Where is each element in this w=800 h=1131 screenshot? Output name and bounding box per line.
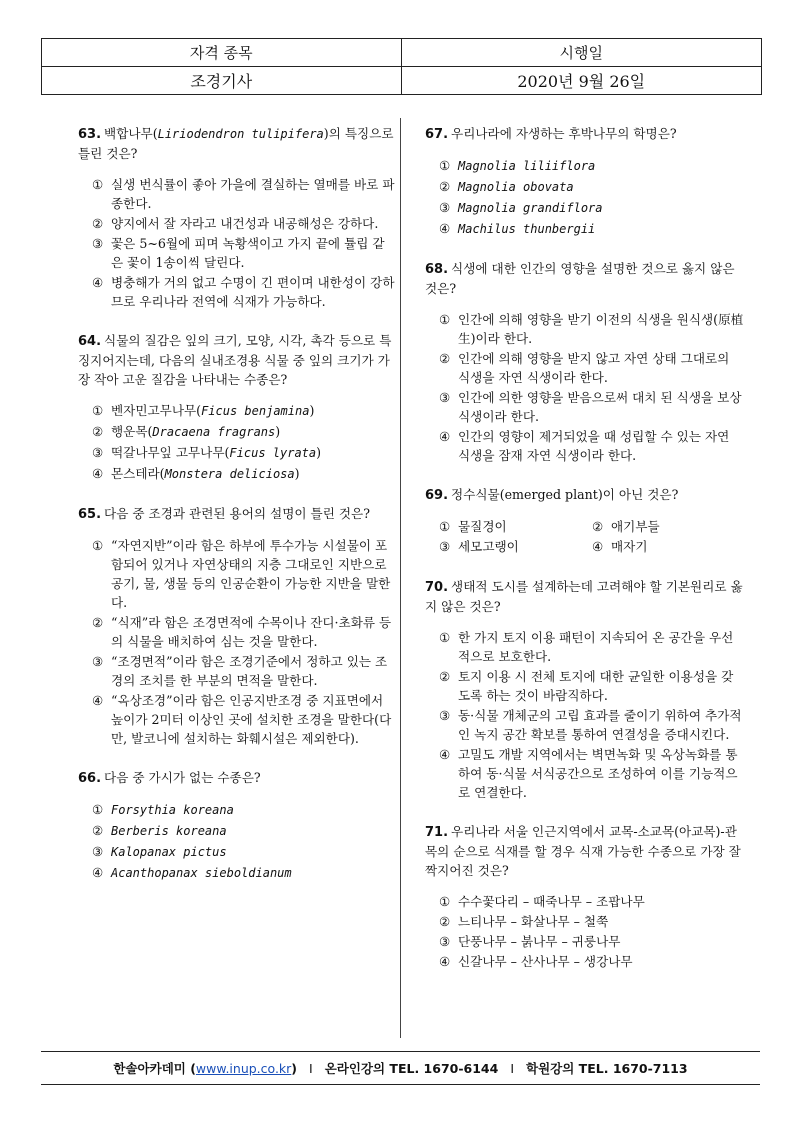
option-marker: ③ [439,390,451,405]
option-text: 한 가지 토지 이용 패턴이 지속되어 온 공간을 우선적으로 보호한다. [458,630,734,664]
left-column [78,124,396,903]
option-text: 인간에 의한 영향을 받음으로써 대치 된 식생을 보상 식생이라 한다. [458,390,742,424]
option-text: Acanthopanax sieboldianum [111,866,292,880]
option-marker: ③ [92,654,104,669]
option-text: Magnolia grandiflora [458,201,603,215]
footer-org: 한솔아카데미 ( [113,1061,196,1076]
option-text: 물질경이 [458,519,507,534]
option-marker: ② [439,351,451,366]
header-field-value: 조경기사 [42,67,402,95]
option-text: 행운목( [111,424,153,439]
option-1[interactable] [92,800,396,820]
option-text: 양지에서 잘 자라고 내건성과 내공해성은 강하다. [111,216,379,231]
option-marker: ④ [92,693,104,708]
option-2[interactable] [439,177,745,197]
option-text: Kalopanax pictus [111,845,227,859]
option-marker: ③ [92,445,104,460]
question-stem [78,331,396,389]
option-4[interactable] [439,427,745,465]
option-4[interactable] [592,537,745,556]
option-4[interactable] [439,745,745,802]
option-text: 동·식물 개체군의 고립 효과를 줄이기 위하여 추가적인 녹지 공간 확보를 통하여 연결성을 증대시킨다. [458,708,742,742]
option-text: “옥상조경”이라 함은 인공지반조경 중 지표면에서 높이가 2미터 이상인 곳에 설치한 조경을 말한다(다만, 발코니에 설치하는 화훼시설은 제외한다). [111,693,392,746]
scientific-name: Ficus benjamina [201,404,310,418]
option-marker: ② [439,179,451,194]
option-text: ) [275,424,281,439]
option-list [425,892,745,971]
option-2[interactable] [439,912,745,931]
option-4[interactable] [439,952,745,971]
option-3[interactable] [92,652,396,690]
question-70 [425,577,745,802]
stem-text: 정수식물(emerged plant)이 아닌 것은? [451,487,679,502]
option-marker: ④ [92,275,104,290]
scientific-name: Monstera deliciosa [164,467,295,481]
option-list [425,310,745,465]
option-text: 몬스테라( [111,466,165,481]
option-text: 병충해가 거의 없고 수명이 긴 편이며 내한성이 강하므로 우리나라 전역에 식재가 가능하다. [111,275,395,309]
option-marker: ① [92,403,104,418]
right-column [425,124,745,991]
question-65 [78,504,396,748]
option-marker: ② [439,669,451,684]
option-list [78,800,396,883]
option-marker: ④ [439,429,451,444]
option-4[interactable] [92,464,396,484]
question-number: 65. [78,507,102,522]
question-71 [425,822,745,971]
stem-text: 우리나라에 자생하는 후박나무의 학명은? [451,126,677,141]
option-3[interactable] [439,198,745,218]
option-marker: ③ [439,539,451,554]
header-date-value: 2020년 9월 26일 [517,71,646,91]
option-text: “조경면적”이라 함은 조경기준에서 정하고 있는 조경의 조치를 한 부분의 면적을 말한다. [111,654,388,688]
scientific-name: Dracaena fragrans [152,425,276,439]
footer-online-tel: 온라인강의 TEL. 1670-6144 [324,1061,499,1076]
option-text: Forsythia koreana [111,803,234,817]
option-3[interactable] [92,443,396,463]
question-stem [78,768,396,788]
option-text: 느티나무 – 화살나무 – 철쭉 [458,914,609,929]
option-1[interactable] [92,175,396,213]
option-text: Berberis koreana [111,824,227,838]
option-text: ) [316,445,322,460]
option-1[interactable] [92,536,396,612]
option-text: Machilus thunbergii [458,222,596,236]
option-list [78,401,396,484]
option-marker: ④ [439,954,451,969]
question-63 [78,124,396,311]
exam-header-table [41,38,762,95]
option-text: “식재”라 함은 조경면적에 수목이나 잔디·초화류 등의 식물을 배치하여 심는 것을 말한다. [111,615,392,649]
option-3[interactable] [439,388,745,426]
option-3[interactable] [439,537,592,556]
option-2[interactable] [92,422,396,442]
option-marker: ④ [439,221,451,236]
option-1[interactable] [92,401,396,421]
column-divider [400,118,401,1038]
question-stem [425,822,745,880]
option-3[interactable] [439,706,745,744]
option-marker: ① [439,630,451,645]
header-label-field: 자격 종목 [42,39,402,67]
option-2[interactable] [592,517,745,536]
option-text: 인간에 의해 영향을 받기 이전의 식생을 원식생(原植生)이라 한다. [458,312,744,346]
option-4[interactable] [92,863,396,883]
question-number: 64. [78,334,102,349]
option-marker: ② [92,424,104,439]
stem-text: 생태적 도시를 설계하는데 고려해야 할 기본원리로 옳지 않은 것은? [425,579,743,614]
option-text: 꽃은 5~6월에 피며 녹황색이고 가지 끝에 튤립 같은 꽃이 1송이씩 달린다. [111,236,385,270]
option-2[interactable] [92,613,396,651]
option-2[interactable] [439,667,745,705]
question-stem [425,259,745,298]
option-list [425,517,745,557]
option-marker: ① [439,158,451,173]
option-4[interactable] [439,219,745,239]
option-text: 인간에 의해 영향을 받지 않고 자연 상태 그대로의 식생을 자연 식생이라 한다. [458,351,730,385]
stem-text: 다음 중 조경과 관련된 용어의 설명이 틀린 것은? [104,506,370,521]
stem-text: 식생에 대한 인간의 영향을 설명한 것으로 옳지 않은 것은? [425,261,735,296]
option-text: 세모고랭이 [458,539,519,554]
option-text: ) [309,403,315,418]
option-2[interactable] [92,821,396,841]
option-text: “자연지반”이라 함은 하부에 투수가능 시설물이 포함되어 있거나 자연상태의 지층 그대로인 지반으로 공기, 물, 생물 등의 인공순환이 가능한 지반을 말한다. [111,538,391,610]
footer-separator: I [309,1060,313,1076]
option-marker: ② [592,519,604,534]
option-list [78,175,396,311]
option-1[interactable] [439,892,745,911]
scientific-name: Liriodendron tulipifera [157,127,324,141]
question-stem [425,577,745,616]
stem-text: )의 특징으로 틀린 것은? [78,126,394,161]
option-marker: ① [92,177,104,192]
question-number: 68. [425,262,449,277]
option-marker: ② [92,823,104,838]
question-68 [425,259,745,465]
option-marker: ③ [439,708,451,723]
option-4[interactable] [92,273,396,311]
option-2[interactable] [92,214,396,233]
option-1[interactable] [439,628,745,666]
question-66 [78,768,396,883]
option-marker: ③ [439,200,451,215]
question-number: 71. [425,825,449,840]
option-marker: ③ [92,844,104,859]
option-text: 수수꽃다리 – 때죽나무 – 조팝나무 [458,894,645,909]
option-4[interactable] [92,691,396,748]
option-text: 벤자민고무나무( [111,403,202,418]
option-marker: ① [92,538,104,553]
question-stem [78,504,396,524]
page-footer [41,1051,760,1085]
scientific-name: Ficus lyrata [229,446,317,460]
stem-text: 식물의 질감은 잎의 크기, 모양, 시각, 촉각 등으로 특징지어지는데, 다음의 실내조경용 식물 중 잎의 크기가 가장 작아 고운 질감을 나타내는 수종은? [78,333,392,387]
option-marker: ① [439,894,451,909]
question-67 [425,124,745,239]
option-marker: ④ [439,747,451,762]
option-marker: ② [92,216,104,231]
option-text: 인간의 영향이 제거되었을 때 성립할 수 있는 자연 식생을 잠재 자연 식생이라 한다. [458,429,730,463]
option-3[interactable] [439,932,745,951]
option-1[interactable] [439,156,745,176]
option-marker: ① [92,802,104,817]
option-1[interactable] [439,517,592,536]
option-3[interactable] [92,842,396,862]
option-text: 매자기 [611,539,648,554]
header-label-date: 시행일 [402,39,762,67]
option-list [78,536,396,748]
option-marker: ② [92,615,104,630]
option-text: 떡갈나무잎 고무나무( [111,445,230,460]
option-marker: ① [439,312,451,327]
question-stem [425,485,745,505]
option-text: ) [294,466,300,481]
question-number: 70. [425,580,449,595]
option-list [425,628,745,802]
option-marker: ④ [92,865,104,880]
option-text: 신갈나무 – 산사나무 – 생강나무 [458,954,633,969]
question-69 [425,485,745,557]
option-3[interactable] [92,234,396,272]
stem-text: 백합나무( [104,126,158,141]
option-marker: ② [439,914,451,929]
option-2[interactable] [439,349,745,387]
option-marker: ① [439,519,451,534]
stem-text: 우리나라 서울 인근지역에서 교목-소교목(아교목)-관목의 순으로 식재를 할 경우 식재 가능한 수종으로 가장 잘 짝지어진 것은? [425,824,741,878]
question-number: 63. [78,127,102,142]
option-text: Magnolia obovata [458,180,574,194]
option-marker: ③ [439,934,451,949]
question-stem [78,124,396,163]
question-number: 67. [425,127,449,142]
question-64 [78,331,396,484]
question-number: 66. [78,771,102,786]
option-marker: ④ [92,466,104,481]
option-text: 토지 이용 시 전체 토지에 대한 균일한 이용성을 갖도록 하는 것이 바람직하다. [458,669,734,703]
stem-text: 다음 중 가시가 없는 수종은? [104,770,261,785]
question-number: 69. [425,488,449,503]
question-stem [425,124,745,144]
option-text: 애기부들 [611,519,660,534]
option-text: Magnolia liliiflora [458,159,596,173]
option-list [425,156,745,239]
option-1[interactable] [439,310,745,348]
footer-org-close: ) [291,1060,298,1076]
footer-url-link[interactable]: www.inup.co.kr [195,1060,292,1076]
option-text: 실생 번식률이 좋아 가을에 결실하는 열매를 바로 파종한다. [111,177,395,211]
option-marker: ④ [592,539,604,554]
footer-separator: I [510,1060,515,1076]
option-text: 고밀도 개발 지역에서는 벽면녹화 및 옥상녹화를 통하여 동·식물 서식공간으로 조성하여 이를 기능적으로 연결한다. [458,747,738,800]
footer-offline-tel: 학원강의 TEL. 1670-7113 [526,1061,688,1076]
option-text: 단풍나무 – 붉나무 – 귀룽나무 [458,934,621,949]
option-marker: ③ [92,236,104,251]
